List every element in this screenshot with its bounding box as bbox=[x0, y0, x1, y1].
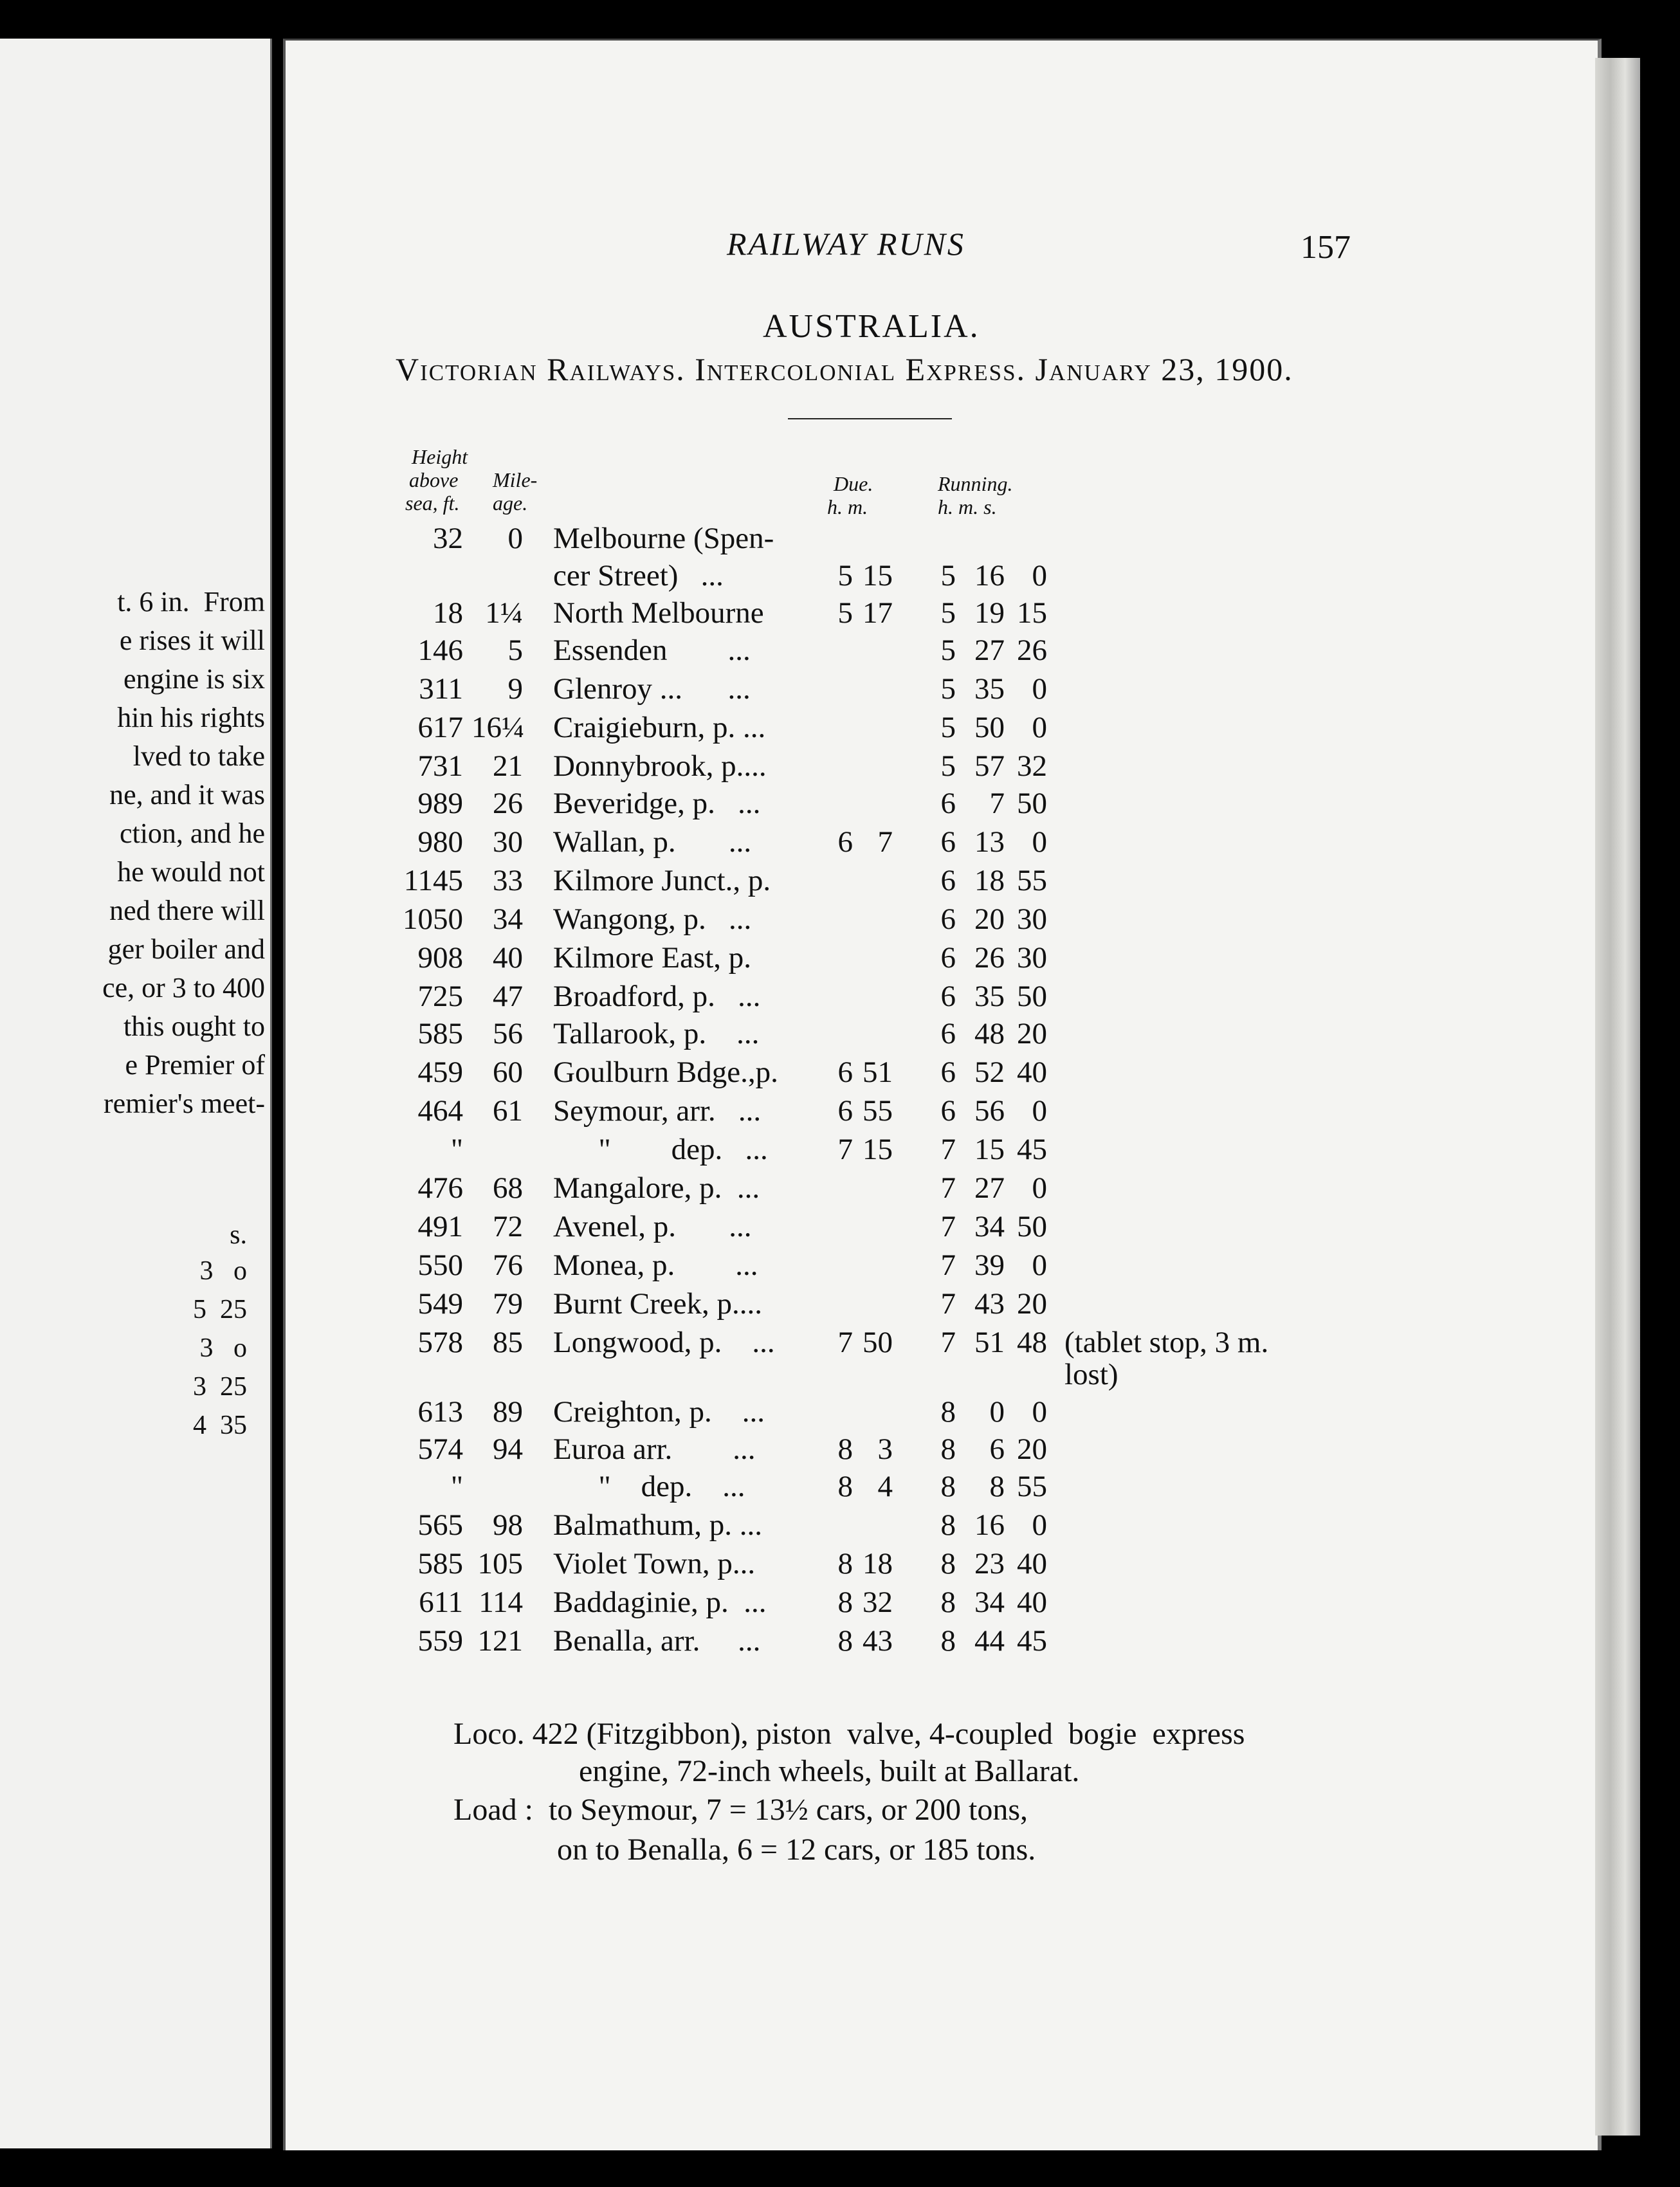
station-cell: Mangalore, p. ... bbox=[553, 1171, 760, 1205]
run-minutes-cell: 43 bbox=[974, 1287, 1005, 1321]
run-seconds-cell: 40 bbox=[1017, 1547, 1047, 1580]
mileage-cell: 60 bbox=[493, 1056, 523, 1089]
facing-text-line: remier's meet- bbox=[103, 1088, 265, 1119]
col-running: Running. bbox=[938, 472, 1013, 495]
run-seconds-cell: 30 bbox=[1017, 902, 1047, 936]
col-height-l1: Height bbox=[412, 445, 468, 468]
mileage-cell: 1¼ bbox=[485, 596, 523, 630]
mileage-cell: 98 bbox=[493, 1508, 523, 1542]
height-cell: 32 bbox=[433, 522, 463, 555]
table-row bbox=[0, 672, 1680, 710]
due-hours-cell: 8 bbox=[837, 1586, 853, 1619]
mileage-cell: 85 bbox=[493, 1326, 523, 1359]
run-hours-cell: 8 bbox=[940, 1432, 956, 1466]
run-hours-cell: 6 bbox=[940, 787, 956, 820]
run-minutes-cell: 19 bbox=[974, 596, 1005, 630]
height-cell: 585 bbox=[417, 1017, 463, 1050]
load-line-1: Load : to Seymour, 7 = 13½ cars, or 200 tons, bbox=[453, 1793, 1028, 1827]
run-hours-cell: 8 bbox=[940, 1586, 956, 1619]
height-cell: 980 bbox=[417, 825, 463, 859]
station-cell: Glenroy ... ... bbox=[553, 672, 751, 706]
run-hours-cell: 7 bbox=[940, 1287, 956, 1321]
run-seconds-cell: 50 bbox=[1017, 1210, 1047, 1243]
height-cell: 559 bbox=[417, 1624, 463, 1658]
facing-figure-row: 3 o bbox=[199, 1333, 247, 1363]
remark-cell: (tablet stop, 3 m. bbox=[1064, 1326, 1269, 1359]
run-minutes-cell: 16 bbox=[974, 559, 1005, 592]
station-cell: Burnt Creek, p.... bbox=[553, 1287, 763, 1321]
table-row bbox=[0, 1209, 1680, 1248]
run-minutes-cell: 7 bbox=[989, 787, 1005, 820]
col-mileage-l1: Mile- bbox=[493, 468, 538, 491]
mileage-cell: 61 bbox=[493, 1094, 523, 1128]
page-subtitle: Victorian Railways. Intercolonial Express. January 23, 1900. bbox=[396, 351, 1293, 387]
run-hours-cell: 5 bbox=[940, 711, 956, 744]
station-cell: Broadford, p. ... bbox=[553, 980, 761, 1013]
table-row bbox=[0, 1094, 1680, 1132]
table-row bbox=[0, 749, 1680, 787]
run-seconds-cell: 50 bbox=[1017, 980, 1047, 1013]
station-cell: Tallarook, p. ... bbox=[553, 1017, 760, 1050]
run-seconds-cell: 26 bbox=[1017, 634, 1047, 667]
height-cell: 989 bbox=[417, 787, 463, 820]
height-cell: 565 bbox=[417, 1508, 463, 1542]
height-cell: 578 bbox=[417, 1326, 463, 1359]
height-cell: 1145 bbox=[403, 864, 463, 897]
height-cell: 611 bbox=[419, 1586, 463, 1619]
run-minutes-cell: 34 bbox=[974, 1210, 1005, 1243]
due-minutes-cell: 55 bbox=[863, 1094, 893, 1128]
run-minutes-cell: 13 bbox=[974, 825, 1005, 859]
run-minutes-cell: 27 bbox=[974, 634, 1005, 667]
mileage-cell: 30 bbox=[493, 825, 523, 859]
run-hours-cell: 6 bbox=[940, 1094, 956, 1128]
run-seconds-cell: 20 bbox=[1017, 1017, 1047, 1050]
station-cell: " dep. ... bbox=[553, 1470, 745, 1503]
station-cell: Longwood, p. ... bbox=[553, 1326, 775, 1359]
mileage-cell: 94 bbox=[493, 1432, 523, 1466]
run-hours-cell: 7 bbox=[940, 1249, 956, 1282]
table-row bbox=[0, 710, 1680, 749]
mileage-cell: 47 bbox=[493, 980, 523, 1013]
facing-figures-header: s. bbox=[230, 1220, 247, 1250]
run-hours-cell: 6 bbox=[940, 980, 956, 1013]
due-hours-cell: 6 bbox=[837, 1056, 853, 1089]
run-minutes-cell: 50 bbox=[974, 711, 1005, 744]
run-minutes-cell: 18 bbox=[974, 864, 1005, 897]
station-cell: Baddaginie, p. ... bbox=[553, 1586, 767, 1619]
facing-text-line: e Premier of bbox=[125, 1049, 265, 1081]
station-cell: Balmathum, p. ... bbox=[553, 1508, 763, 1542]
table-row bbox=[0, 1055, 1680, 1094]
run-seconds-cell: 0 bbox=[1032, 1171, 1047, 1205]
run-seconds-cell: 50 bbox=[1017, 787, 1047, 820]
col-mileage-l2: age. bbox=[493, 491, 528, 515]
table-row bbox=[0, 1432, 1680, 1470]
facing-text-line: ger boiler and bbox=[107, 933, 265, 965]
facing-figure-row: 3 25 bbox=[193, 1372, 247, 1402]
page-title: AUSTRALIA. bbox=[763, 308, 980, 345]
mileage-cell: 68 bbox=[493, 1171, 523, 1205]
table-row bbox=[0, 1585, 1680, 1624]
height-cell: 311 bbox=[419, 672, 463, 706]
station-cell: Euroa arr. ... bbox=[553, 1432, 756, 1466]
height-cell: 18 bbox=[433, 596, 463, 630]
table-row bbox=[0, 1357, 1680, 1396]
due-hours-cell: 8 bbox=[837, 1432, 853, 1466]
station-cell: Beveridge, p. ... bbox=[553, 787, 761, 820]
station-cell: Seymour, arr. ... bbox=[553, 1094, 762, 1128]
height-cell: 617 bbox=[417, 711, 463, 744]
due-minutes-cell: 32 bbox=[863, 1586, 893, 1619]
running-head: RAILWAY RUNS bbox=[727, 226, 965, 262]
run-minutes-cell: 48 bbox=[974, 1017, 1005, 1050]
station-cell: Wallan, p. ... bbox=[553, 825, 752, 859]
facing-figure-row: 5 25 bbox=[193, 1295, 247, 1324]
run-hours-cell: 6 bbox=[940, 825, 956, 859]
due-minutes-cell: 7 bbox=[877, 825, 893, 859]
height-cell: 459 bbox=[417, 1056, 463, 1089]
mileage-cell: 40 bbox=[493, 941, 523, 975]
facing-figure-row: 3 o bbox=[199, 1256, 247, 1286]
mileage-cell: 0 bbox=[507, 522, 523, 555]
run-seconds-cell: 55 bbox=[1017, 864, 1047, 897]
mileage-cell: 21 bbox=[493, 749, 523, 783]
due-hours-cell: 7 bbox=[837, 1326, 853, 1359]
station-cell: Wangong, p. ... bbox=[553, 902, 752, 936]
table-row bbox=[0, 786, 1680, 825]
facing-text-line: ne, and it was bbox=[109, 779, 265, 810]
facing-text-line: ce, or 3 to 400 bbox=[102, 972, 265, 1003]
height-cell: 464 bbox=[417, 1094, 463, 1128]
table-row bbox=[0, 902, 1680, 940]
col-due-hm: h. m. bbox=[827, 495, 868, 518]
run-minutes-cell: 39 bbox=[974, 1249, 1005, 1282]
height-cell: 613 bbox=[417, 1395, 463, 1429]
run-hours-cell: 6 bbox=[940, 902, 956, 936]
due-minutes-cell: 3 bbox=[877, 1432, 893, 1466]
mileage-cell: 121 bbox=[477, 1624, 523, 1658]
table-row bbox=[0, 979, 1680, 1018]
run-hours-cell: 6 bbox=[940, 1056, 956, 1089]
mileage-cell: 5 bbox=[507, 634, 523, 667]
due-hours-cell: 8 bbox=[837, 1624, 853, 1658]
facing-text-line: engine is six bbox=[123, 663, 265, 695]
run-seconds-cell: 0 bbox=[1032, 1508, 1047, 1542]
run-seconds-cell: 0 bbox=[1032, 672, 1047, 706]
table-row bbox=[0, 1469, 1680, 1508]
facing-text-line: ned there will bbox=[109, 895, 265, 926]
mileage-cell: 16¼ bbox=[471, 711, 525, 744]
run-hours-cell: 8 bbox=[940, 1547, 956, 1580]
station-cell: Violet Town, p... bbox=[553, 1547, 756, 1580]
run-minutes-cell: 51 bbox=[974, 1326, 1005, 1359]
col-due: Due. bbox=[834, 472, 873, 495]
due-minutes-cell: 15 bbox=[863, 559, 893, 592]
station-cell: cer Street) ... bbox=[553, 559, 724, 592]
mileage-cell: 9 bbox=[507, 672, 523, 706]
run-minutes-cell: 27 bbox=[974, 1171, 1005, 1205]
run-hours-cell: 5 bbox=[940, 596, 956, 630]
run-minutes-cell: 16 bbox=[974, 1508, 1005, 1542]
run-hours-cell: 5 bbox=[940, 672, 956, 706]
station-cell: Monea, p. ... bbox=[553, 1249, 758, 1282]
loco-line-2: engine, 72-inch wheels, built at Ballarat. bbox=[579, 1754, 1080, 1788]
due-minutes-cell: 17 bbox=[863, 596, 893, 630]
table-row bbox=[0, 863, 1680, 902]
height-cell: 574 bbox=[417, 1432, 463, 1466]
station-cell: Essenden ... bbox=[553, 634, 751, 667]
station-cell: Creighton, p. ... bbox=[553, 1395, 765, 1429]
run-hours-cell: 7 bbox=[940, 1171, 956, 1205]
table-row bbox=[0, 1624, 1680, 1662]
run-seconds-cell: 0 bbox=[1032, 1395, 1047, 1429]
run-seconds-cell: 45 bbox=[1017, 1624, 1047, 1658]
col-height-l2: above bbox=[409, 468, 459, 491]
col-running-hms: h. m. s. bbox=[938, 495, 997, 518]
due-hours-cell: 7 bbox=[837, 1133, 853, 1166]
station-cell: Kilmore East, p. bbox=[553, 941, 752, 975]
table-row bbox=[0, 1508, 1680, 1546]
due-minutes-cell: 4 bbox=[877, 1470, 893, 1503]
run-seconds-cell: 0 bbox=[1032, 825, 1047, 859]
height-cell: 146 bbox=[417, 634, 463, 667]
mileage-cell: 34 bbox=[493, 902, 523, 936]
table-row bbox=[0, 633, 1680, 672]
table-row bbox=[0, 521, 1680, 560]
load-line-2: on to Benalla, 6 = 12 cars, or 185 tons. bbox=[557, 1833, 1036, 1867]
station-cell: Avenel, p. ... bbox=[553, 1210, 752, 1243]
run-minutes-cell: 6 bbox=[989, 1432, 1005, 1466]
run-hours-cell: 5 bbox=[940, 749, 956, 783]
run-minutes-cell: 56 bbox=[974, 1094, 1005, 1128]
station-cell: Kilmore Junct., p. bbox=[553, 864, 771, 897]
run-seconds-cell: 0 bbox=[1032, 1094, 1047, 1128]
mileage-cell: 105 bbox=[477, 1547, 523, 1580]
run-minutes-cell: 34 bbox=[974, 1586, 1005, 1619]
due-minutes-cell: 18 bbox=[863, 1547, 893, 1580]
run-hours-cell: 8 bbox=[940, 1395, 956, 1429]
mileage-cell: 72 bbox=[493, 1210, 523, 1243]
remark-cell: lost) bbox=[1064, 1358, 1118, 1391]
due-hours-cell: 8 bbox=[837, 1547, 853, 1580]
table-row bbox=[0, 1286, 1680, 1325]
due-hours-cell: 6 bbox=[837, 1094, 853, 1128]
due-hours-cell: 8 bbox=[837, 1470, 853, 1503]
height-cell: 549 bbox=[417, 1287, 463, 1321]
mileage-cell: 76 bbox=[493, 1249, 523, 1282]
facing-text-line: t. 6 in. From bbox=[117, 586, 265, 618]
run-hours-cell: 6 bbox=[940, 941, 956, 975]
title-rule bbox=[788, 418, 952, 419]
table-row bbox=[0, 940, 1680, 979]
table-row bbox=[0, 1546, 1680, 1585]
run-minutes-cell: 20 bbox=[974, 902, 1005, 936]
station-cell: " dep. ... bbox=[553, 1133, 768, 1166]
table-row bbox=[0, 596, 1680, 634]
run-hours-cell: 7 bbox=[940, 1210, 956, 1243]
station-cell: Melbourne (Spen- bbox=[553, 522, 774, 555]
run-hours-cell: 5 bbox=[940, 634, 956, 667]
run-seconds-cell: 0 bbox=[1032, 1249, 1047, 1282]
due-hours-cell: 6 bbox=[837, 825, 853, 859]
run-minutes-cell: 0 bbox=[989, 1395, 1005, 1429]
run-hours-cell: 8 bbox=[940, 1508, 956, 1542]
run-minutes-cell: 57 bbox=[974, 749, 1005, 783]
station-cell: Goulburn Bdge.,p. bbox=[553, 1056, 778, 1089]
run-minutes-cell: 23 bbox=[974, 1547, 1005, 1580]
run-seconds-cell: 45 bbox=[1017, 1133, 1047, 1166]
table-row bbox=[0, 558, 1680, 597]
height-cell: 491 bbox=[417, 1210, 463, 1243]
table-row bbox=[0, 825, 1680, 863]
run-hours-cell: 8 bbox=[940, 1470, 956, 1503]
run-seconds-cell: 20 bbox=[1017, 1432, 1047, 1466]
table-row bbox=[0, 1132, 1680, 1171]
run-minutes-cell: 44 bbox=[974, 1624, 1005, 1658]
run-seconds-cell: 0 bbox=[1032, 711, 1047, 744]
run-seconds-cell: 0 bbox=[1032, 559, 1047, 592]
facing-text-line: ction, and he bbox=[119, 818, 265, 849]
run-minutes-cell: 8 bbox=[989, 1470, 1005, 1503]
due-minutes-cell: 43 bbox=[863, 1624, 893, 1658]
run-hours-cell: 7 bbox=[940, 1133, 956, 1166]
mileage-cell: 56 bbox=[493, 1017, 523, 1050]
due-minutes-cell: 50 bbox=[863, 1326, 893, 1359]
station-cell: Benalla, arr. ... bbox=[553, 1624, 761, 1658]
height-cell: 1050 bbox=[403, 902, 463, 936]
mileage-cell: 33 bbox=[493, 864, 523, 897]
run-minutes-cell: 52 bbox=[974, 1056, 1005, 1089]
col-height-l3: sea, ft. bbox=[405, 491, 460, 515]
mileage-cell: 79 bbox=[493, 1287, 523, 1321]
due-hours-cell: 5 bbox=[837, 596, 853, 630]
run-minutes-cell: 26 bbox=[974, 941, 1005, 975]
run-minutes-cell: 35 bbox=[974, 672, 1005, 706]
run-seconds-cell: 32 bbox=[1017, 749, 1047, 783]
height-cell: 725 bbox=[417, 980, 463, 1013]
run-seconds-cell: 40 bbox=[1017, 1056, 1047, 1089]
facing-text-line: lved to take bbox=[132, 740, 265, 772]
due-minutes-cell: 51 bbox=[863, 1056, 893, 1089]
facing-figure-row: 4 35 bbox=[193, 1411, 247, 1440]
due-minutes-cell: 15 bbox=[863, 1133, 893, 1166]
mileage-cell: 26 bbox=[493, 787, 523, 820]
facing-text-line: e rises it will bbox=[119, 625, 265, 656]
table-row bbox=[0, 1016, 1680, 1055]
run-hours-cell: 5 bbox=[940, 559, 956, 592]
mileage-cell: 114 bbox=[479, 1586, 523, 1619]
run-seconds-cell: 20 bbox=[1017, 1287, 1047, 1321]
run-seconds-cell: 48 bbox=[1017, 1326, 1047, 1359]
table-row bbox=[0, 1395, 1680, 1433]
loco-line-1: Loco. 422 (Fitzgibbon), piston valve, 4-coupled bogie express bbox=[453, 1717, 1245, 1751]
height-cell: 731 bbox=[417, 749, 463, 783]
table-row bbox=[0, 1248, 1680, 1286]
run-seconds-cell: 15 bbox=[1017, 596, 1047, 630]
run-minutes-cell: 15 bbox=[974, 1133, 1005, 1166]
station-cell: Donnybrook, p.... bbox=[553, 749, 767, 783]
run-seconds-cell: 30 bbox=[1017, 941, 1047, 975]
facing-text-line: this ought to bbox=[116, 1011, 265, 1042]
page-number: 157 bbox=[1301, 229, 1351, 266]
station-cell: North Melbourne bbox=[553, 596, 764, 630]
facing-text-line: hin his rights bbox=[117, 702, 265, 733]
run-hours-cell: 6 bbox=[940, 864, 956, 897]
height-cell: 476 bbox=[417, 1171, 463, 1205]
run-seconds-cell: 55 bbox=[1017, 1470, 1047, 1503]
run-hours-cell: 8 bbox=[940, 1624, 956, 1658]
run-minutes-cell: 35 bbox=[974, 980, 1005, 1013]
mileage-cell: 89 bbox=[493, 1395, 523, 1429]
table-row bbox=[0, 1171, 1680, 1209]
run-hours-cell: 6 bbox=[940, 1017, 956, 1050]
height-cell: 550 bbox=[417, 1249, 463, 1282]
height-cell: 585 bbox=[417, 1547, 463, 1580]
height-cell: " bbox=[450, 1133, 463, 1166]
height-cell: 908 bbox=[417, 941, 463, 975]
due-hours-cell: 5 bbox=[837, 559, 853, 592]
station-cell: Craigieburn, p. ... bbox=[553, 711, 766, 744]
run-hours-cell: 7 bbox=[940, 1326, 956, 1359]
facing-text-line: he would not bbox=[117, 856, 265, 888]
height-cell: " bbox=[450, 1470, 463, 1503]
run-seconds-cell: 40 bbox=[1017, 1586, 1047, 1619]
